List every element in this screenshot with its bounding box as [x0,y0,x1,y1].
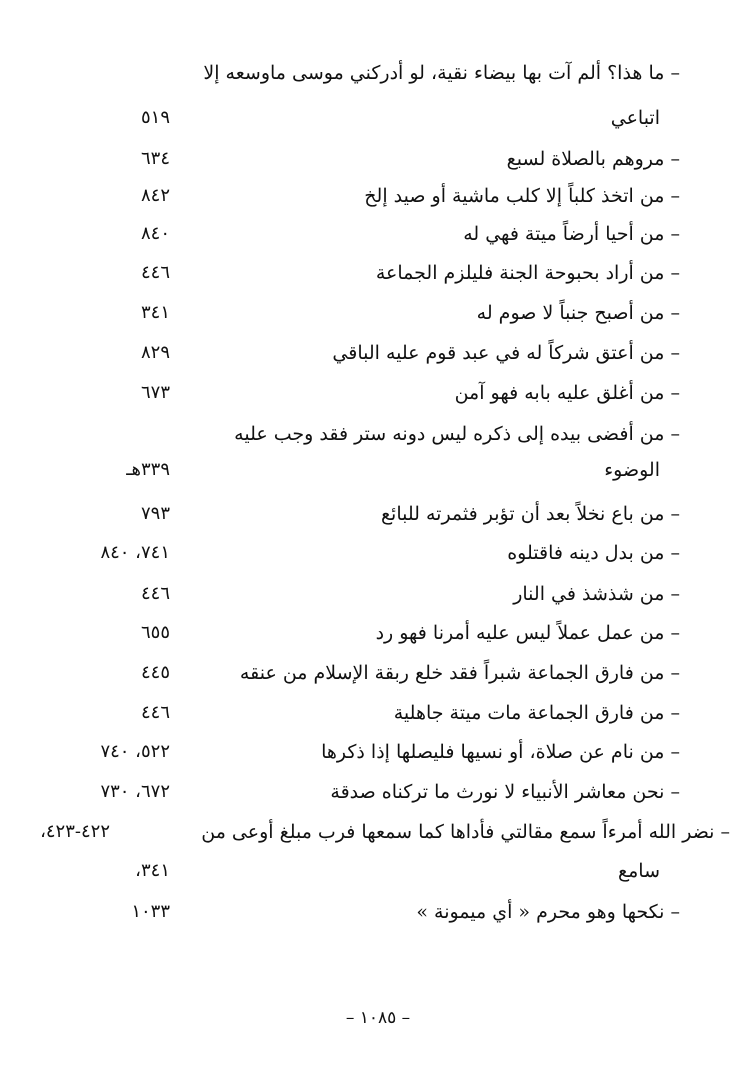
entry-pages: ٧٤١، ٨٤٠ [100,542,170,563]
entry-pages: ٦٧٢، ٧٣٠ [100,781,170,802]
entry-pages: ٨٢٩ [140,342,170,363]
index-entry [40,812,730,852]
index-entry [60,176,690,216]
entry-text: – من فارق الجماعة مات ميتة جاهلية [393,702,680,724]
entry-pages: ٥١٩ [140,107,170,128]
entry-text-continuation: اتباعي [610,107,660,129]
entry-text: – من اتخذ كلباً إلا كلب ماشية أو صيد إلخ [364,185,680,207]
entry-text: – من نام عن صلاة، أو نسيها فليصلها إذا ذكرها [321,741,680,763]
entry-text: – نضر الله أمرءاً سمع مقالتي فأداها كما سمعها فرب مبلغ أوعى من [201,821,730,843]
page-number: – ١٠٨٥ – [345,1008,411,1028]
index-entry-continuation [60,98,690,138]
entry-pages: ٨٤٢ [140,185,170,206]
index-entry [60,139,690,179]
entry-pages: ٣٤١ [140,302,170,323]
entry-text: – من أفضى بيده إلى ذكره ليس دونه ستر فقد وجب عليه [234,423,680,445]
entry-text: – من أغلق عليه بابه فهو آمن [454,382,680,404]
index-entry [60,53,690,93]
index-entry [60,414,690,454]
entry-pages: ٨٤٠ [140,223,170,244]
index-entry [60,253,690,293]
entry-text: – من عمل عملاً ليس عليه أمرنا فهو رد [375,622,680,644]
entry-pages-continuation: ٣٤١، [135,860,170,881]
entry-text: – من أراد بحبوحة الجنة فليلزم الجماعة [375,262,680,284]
index-entry [60,693,690,733]
index-entry [60,533,690,573]
entry-pages: ٣٣٩هـ [126,459,170,480]
entry-text: – مروهم بالصلاة لسبع [506,148,680,170]
entry-text-continuation: سامع [618,860,660,882]
entry-text: – من أصبح جنباً لا صوم له [476,302,680,324]
entry-text: – ما هذا؟ ألم آت بها بيضاء نقية، لو أدركني موسى ماوسعه إلا [203,62,680,84]
index-entry [60,494,690,534]
entry-pages: ١٠٣٣ [131,901,170,922]
index-entry [60,214,690,254]
entry-pages: ٦٥٥ [140,622,170,643]
entry-text: – من شذشذ في النار [513,583,680,605]
index-entry [60,333,690,373]
entry-text: – من بدل دينه فاقتلوه [507,542,680,564]
entry-text: – من أعتق شركاً له في عبد قوم عليه الباقي [332,342,680,364]
entry-pages: ٤٤٥ [140,662,170,683]
entry-pages: ٧٩٣ [140,503,170,524]
index-entry [60,293,690,333]
index-entry-continuation [60,851,690,891]
index-entry [60,373,690,413]
index-entry [60,653,690,693]
index-entry [60,892,690,932]
entry-text: – من أحيا أرضاً ميتة فهي له [463,223,680,245]
index-entry-continuation [60,450,690,490]
entry-text: – من باع نخلاً بعد أن تؤبر فثمرته للبائع [380,503,680,525]
entry-text: – نحن معاشر الأنبياء لا نورث ما تركناه صدقة [330,781,680,803]
entry-text: – من فارق الجماعة شبراً فقد خلع ربقة الإسلام من عنقه [239,662,680,684]
entry-text: – نكحها وهو محرم « أي ميمونة » [416,901,680,923]
entry-pages: ٤٤٦ [140,262,170,283]
index-entry [60,732,690,772]
entry-text-continuation: الوضوء [604,459,660,481]
entry-pages: ٦٧٣ [140,382,170,403]
index-entry [60,772,690,812]
entry-pages: ٤٤٦ [140,583,170,604]
index-entry [60,574,690,614]
entry-pages: ٥٢٢، ٧٤٠ [100,741,170,762]
entry-pages: ٤٤٦ [140,702,170,723]
index-entry [60,613,690,653]
entry-pages: ٦٣٤ [140,148,170,169]
entry-pages: ٤٢٢-٤٢٣، [40,821,110,842]
